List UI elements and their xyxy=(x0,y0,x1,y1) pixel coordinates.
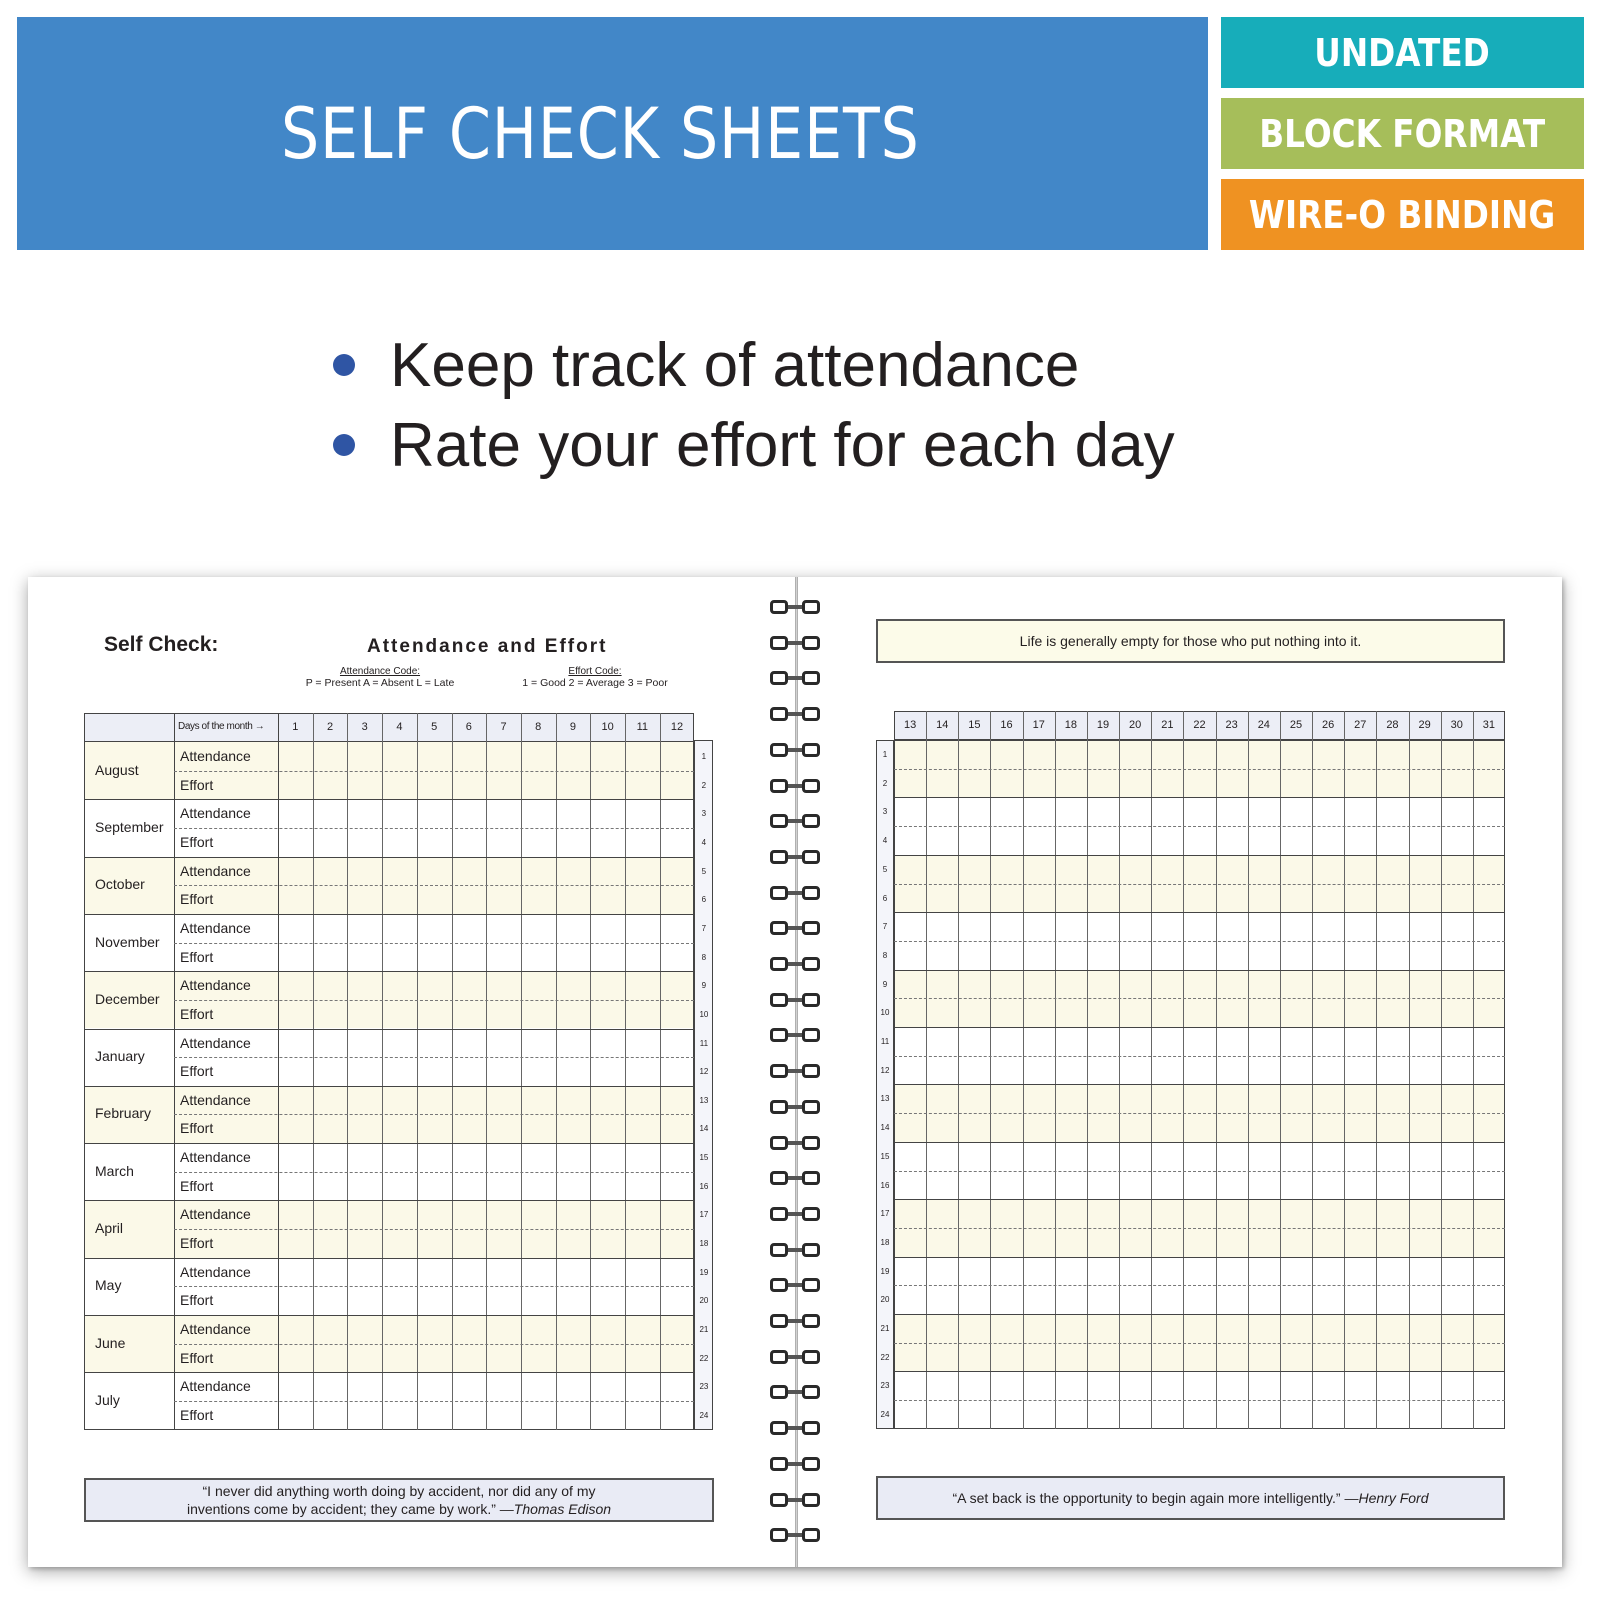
grid-line xyxy=(876,1142,1505,1143)
days-header-label: Days of the month → xyxy=(178,721,265,732)
grid-line xyxy=(876,1027,1505,1028)
grid-line xyxy=(1344,711,1345,1429)
row-number: 14 xyxy=(880,1123,890,1133)
binding-ring xyxy=(770,1100,820,1114)
row-number: 3 xyxy=(882,807,888,817)
day-number: 1 xyxy=(292,721,299,733)
row-label-effort: Effort xyxy=(180,948,214,965)
grid-line-dashed xyxy=(894,1056,1505,1057)
day-number: 6 xyxy=(465,721,472,733)
row-number: 15 xyxy=(880,1151,890,1161)
grid-line-dashed xyxy=(894,826,1505,827)
grid-line-dashed xyxy=(174,1344,694,1345)
row-number: 19 xyxy=(880,1266,890,1276)
grid-line xyxy=(313,713,314,1430)
grid-line xyxy=(174,713,175,1430)
binding-ring xyxy=(770,850,820,864)
row-label-attendance: Attendance xyxy=(180,919,251,936)
grid-line xyxy=(876,1371,1505,1372)
quote-author: —Thomas Edison xyxy=(499,1501,612,1517)
binding-ring xyxy=(770,671,820,685)
grid-line xyxy=(876,1084,1505,1085)
grid-line xyxy=(417,713,418,1430)
day-number: 3 xyxy=(361,721,368,733)
row-number: 8 xyxy=(701,952,707,962)
row-number: 17 xyxy=(699,1210,709,1220)
row-number: 21 xyxy=(880,1324,890,1333)
grid-line xyxy=(278,713,279,1430)
grid-line xyxy=(84,914,694,915)
day-number: 9 xyxy=(569,721,576,733)
grid-line xyxy=(990,711,991,1429)
grid-line-dashed xyxy=(894,1113,1505,1114)
grid-line-dashed xyxy=(174,1229,694,1230)
grid-line xyxy=(84,857,694,858)
grid-line-dashed xyxy=(894,1171,1505,1172)
day-number: 11 xyxy=(636,721,649,733)
row-number: 10 xyxy=(699,1009,709,1019)
grid-line xyxy=(926,711,927,1429)
row-label-attendance: Attendance xyxy=(180,805,251,822)
grid-line xyxy=(1119,711,1120,1429)
quote-author: —Henry Ford xyxy=(1344,1490,1429,1506)
day-number: 2 xyxy=(326,721,334,733)
binding-ring xyxy=(770,600,820,614)
sheet-title: Attendance and Effort xyxy=(367,636,608,657)
grid-border xyxy=(84,713,694,1430)
grid-line xyxy=(1216,711,1217,1429)
grid-line xyxy=(84,1315,694,1316)
row-number: 22 xyxy=(880,1352,890,1362)
row-label-effort: Effort xyxy=(180,1406,214,1423)
binding-ring xyxy=(770,957,820,971)
day-number: 19 xyxy=(1096,719,1110,731)
row-label-effort: Effort xyxy=(180,1063,214,1080)
day-number: 31 xyxy=(1482,719,1496,731)
row-number: 16 xyxy=(880,1180,890,1190)
grid-line xyxy=(1055,711,1056,1429)
grid-line xyxy=(347,713,348,1430)
grid-line xyxy=(1376,711,1377,1429)
row-number: 18 xyxy=(699,1239,709,1249)
binding-ring xyxy=(770,1528,820,1542)
day-number: 15 xyxy=(968,719,981,731)
grid-line xyxy=(556,713,557,1430)
binding-ring xyxy=(770,1136,820,1150)
binding-ring xyxy=(770,1350,820,1364)
day-number: 17 xyxy=(1032,719,1045,731)
grid-line-dashed xyxy=(174,1114,694,1115)
day-number: 18 xyxy=(1064,719,1077,731)
row-number: 12 xyxy=(699,1067,709,1077)
day-number: 28 xyxy=(1386,719,1399,731)
binding-ring xyxy=(770,1385,820,1399)
row-number: 13 xyxy=(699,1095,709,1105)
row-number: 2 xyxy=(701,780,707,790)
day-number: 12 xyxy=(670,721,684,733)
month-label: February xyxy=(95,1105,152,1122)
badge-block-format: BLOCK FORMAT xyxy=(1221,98,1584,169)
grid-line xyxy=(876,970,1505,971)
day-number: 30 xyxy=(1450,719,1463,731)
row-number: 18 xyxy=(880,1237,890,1247)
row-label-attendance: Attendance xyxy=(180,1321,251,1337)
month-label: April xyxy=(95,1220,124,1237)
binding-ring xyxy=(770,1064,820,1078)
row-number: 3 xyxy=(701,809,707,819)
quote-text: “I never did anything worth doing by accident, nor did any of my inventions come by accident; they came by work.” xyxy=(186,1483,596,1517)
row-number: 4 xyxy=(882,836,888,846)
row-label-effort: Effort xyxy=(180,1120,214,1137)
quote-ford xyxy=(876,1476,1505,1520)
grid-line xyxy=(876,1257,1505,1258)
row-label-attendance: Attendance xyxy=(180,1149,251,1166)
bullet-item: Keep track of attendance xyxy=(333,325,1079,405)
day-number: 14 xyxy=(936,719,949,731)
grid-line xyxy=(521,713,522,1430)
row-number: 8 xyxy=(882,950,888,960)
row-label-attendance: Attendance xyxy=(180,1091,251,1108)
day-number: 10 xyxy=(601,721,614,733)
binding-ring xyxy=(770,993,820,1007)
month-label: November xyxy=(95,933,160,950)
binding-ring xyxy=(770,1457,820,1471)
row-number: 1 xyxy=(701,752,707,761)
grid-line xyxy=(1473,711,1474,1429)
grid-line xyxy=(84,1372,694,1373)
day-number: 8 xyxy=(535,721,542,733)
grid-line-dashed xyxy=(174,1286,694,1287)
day-number: 5 xyxy=(431,721,438,733)
row-label-effort: Effort xyxy=(180,891,214,908)
page-title: SELF CHECK SHEETS xyxy=(281,92,920,175)
month-label: January xyxy=(95,1048,145,1065)
row-number: 20 xyxy=(880,1295,890,1305)
row-number: 13 xyxy=(880,1094,890,1104)
row-label-attendance: Attendance xyxy=(180,1378,251,1395)
binding-ring xyxy=(770,921,820,935)
bullet-dot-icon xyxy=(333,354,355,376)
grid-line xyxy=(1183,711,1184,1429)
row-number: 11 xyxy=(699,1038,709,1048)
badge-wire-o-binding: WIRE-O BINDING xyxy=(1221,179,1584,250)
row-number: 6 xyxy=(882,893,888,903)
grid-line xyxy=(84,971,694,972)
row-number: 2 xyxy=(882,778,888,788)
row-label-effort: Effort xyxy=(180,776,214,793)
grid-line xyxy=(876,1199,1505,1200)
grid-line-dashed xyxy=(894,1228,1505,1229)
binding-ring xyxy=(770,1278,820,1292)
grid-line xyxy=(486,713,487,1430)
day-number: 22 xyxy=(1193,719,1206,731)
day-number: 13 xyxy=(903,719,917,731)
grid-line xyxy=(84,1200,694,1201)
bullet-dot-icon xyxy=(333,434,355,456)
badge-undated: UNDATED xyxy=(1221,17,1584,88)
grid-line-dashed xyxy=(894,998,1505,999)
row-number: 22 xyxy=(699,1353,709,1363)
row-label-attendance: Attendance xyxy=(180,748,251,764)
grid-line xyxy=(876,855,1505,856)
month-label: October xyxy=(95,876,145,893)
grid-line xyxy=(590,713,591,1430)
row-label-effort: Effort xyxy=(180,1177,214,1194)
row-number: 14 xyxy=(699,1124,709,1134)
grid-line xyxy=(382,713,383,1430)
row-label-effort: Effort xyxy=(180,1292,214,1309)
grid-line-dashed xyxy=(894,1400,1505,1401)
grid-line xyxy=(876,912,1505,913)
day-number: 20 xyxy=(1129,719,1142,731)
binding-ring xyxy=(770,707,820,721)
binding-ring xyxy=(770,1028,820,1042)
effort-code: Effort Code: 1 = Good 2 = Average 3 = Poor xyxy=(522,666,668,689)
row-number: 11 xyxy=(880,1037,890,1046)
row-number: 20 xyxy=(699,1296,709,1306)
row-number: 5 xyxy=(882,864,888,874)
grid-line xyxy=(1280,711,1281,1429)
day-number: 27 xyxy=(1354,719,1367,731)
day-number: 25 xyxy=(1289,719,1303,731)
day-number: 23 xyxy=(1225,719,1238,731)
grid-line-dashed xyxy=(174,1401,694,1402)
row-label-attendance: Attendance xyxy=(180,1206,251,1223)
binding-ring xyxy=(770,1207,820,1221)
row-number: 21 xyxy=(699,1325,709,1334)
month-label: August xyxy=(95,761,139,778)
quote-text: “A set back is the opportunity to begin again more intelligently.” xyxy=(952,1490,1341,1506)
row-label-effort: Effort xyxy=(180,1005,214,1022)
row-number: 15 xyxy=(699,1153,709,1163)
row-label-effort: Effort xyxy=(180,833,214,850)
grid-line xyxy=(1023,711,1024,1429)
grid-line-dashed xyxy=(174,1057,694,1058)
binding-ring xyxy=(770,886,820,900)
grid-line-dashed xyxy=(174,885,694,886)
attendance-code: Attendance Code: P = Present A = Absent L = Late xyxy=(305,666,455,689)
grid-line-dashed xyxy=(174,943,694,944)
grid-line xyxy=(84,1086,694,1087)
row-label-attendance: Attendance xyxy=(180,862,251,879)
binding-ring xyxy=(770,636,820,650)
row-label-attendance: Attendance xyxy=(180,1034,251,1051)
binding-ring xyxy=(770,1243,820,1257)
grid-line xyxy=(1087,711,1088,1429)
row-label-attendance: Attendance xyxy=(180,1263,251,1280)
title-banner xyxy=(17,17,1208,250)
day-number: 4 xyxy=(396,721,403,733)
grid-line-dashed xyxy=(894,1285,1505,1286)
row-number: 24 xyxy=(699,1410,709,1420)
row-number: 5 xyxy=(701,866,707,876)
month-label: May xyxy=(95,1277,122,1294)
row-number: 19 xyxy=(699,1267,709,1277)
grid-line xyxy=(1409,711,1410,1429)
grid-line-dashed xyxy=(894,884,1505,885)
binding-ring xyxy=(770,1171,820,1185)
grid-line xyxy=(84,1029,694,1030)
month-label: March xyxy=(95,1162,134,1179)
row-number: 17 xyxy=(880,1209,890,1219)
row-number: 9 xyxy=(701,981,707,991)
grid-line-dashed xyxy=(174,1172,694,1173)
binding-ring xyxy=(770,743,820,757)
quote-edison xyxy=(84,1478,714,1522)
day-number: 21 xyxy=(1161,719,1174,731)
row-number: 6 xyxy=(701,895,707,905)
row-label-effort: Effort xyxy=(180,1349,214,1366)
grid-line xyxy=(958,711,959,1429)
row-label-attendance: Attendance xyxy=(180,977,251,994)
binding-ring xyxy=(770,1493,820,1507)
grid-line xyxy=(625,713,626,1430)
bullet-item: Rate your effort for each day xyxy=(333,405,1175,485)
day-number: 26 xyxy=(1322,719,1335,731)
row-number: 16 xyxy=(699,1181,709,1191)
grid-line-dashed xyxy=(174,771,694,772)
grid-line xyxy=(1151,711,1152,1429)
day-number: 24 xyxy=(1257,719,1270,731)
row-number: 7 xyxy=(882,922,888,932)
grid-line-dashed xyxy=(174,1000,694,1001)
binding-ring xyxy=(770,779,820,793)
row-number: 23 xyxy=(699,1382,709,1392)
month-label: June xyxy=(95,1334,126,1351)
day-number: 7 xyxy=(500,721,507,733)
grid-line xyxy=(660,713,661,1430)
row-number: 23 xyxy=(880,1381,890,1391)
grid-line xyxy=(876,797,1505,798)
grid-line xyxy=(1248,711,1249,1429)
grid-line-dashed xyxy=(894,769,1505,770)
day-number: 29 xyxy=(1418,719,1431,731)
day-number: 16 xyxy=(1000,719,1013,731)
grid-line xyxy=(452,713,453,1430)
grid-line xyxy=(84,1258,694,1259)
quote-top: Life is generally empty for those who put nothing into it. xyxy=(876,619,1505,663)
grid-line-dashed xyxy=(894,941,1505,942)
grid-line xyxy=(1312,711,1313,1429)
row-number: 9 xyxy=(882,979,888,989)
grid-line xyxy=(876,1314,1505,1315)
binding-ring xyxy=(770,1421,820,1435)
row-number: 1 xyxy=(882,750,888,759)
self-check-label: Self Check: xyxy=(104,633,219,656)
month-label: September xyxy=(95,818,164,835)
row-number: 12 xyxy=(880,1065,890,1075)
month-label: July xyxy=(95,1391,120,1408)
grid-line-dashed xyxy=(894,1343,1505,1344)
row-number: 7 xyxy=(701,923,707,933)
binding-ring xyxy=(770,1314,820,1328)
grid-line-dashed xyxy=(174,828,694,829)
row-number: 24 xyxy=(880,1410,890,1420)
grid-line xyxy=(1441,711,1442,1429)
grid-line xyxy=(84,1143,694,1144)
grid-line xyxy=(84,799,694,800)
binding-ring xyxy=(770,814,820,828)
row-label-effort: Effort xyxy=(180,1235,214,1252)
row-number: 10 xyxy=(880,1008,890,1018)
row-number: 4 xyxy=(701,837,707,847)
month-label: December xyxy=(95,990,160,1007)
